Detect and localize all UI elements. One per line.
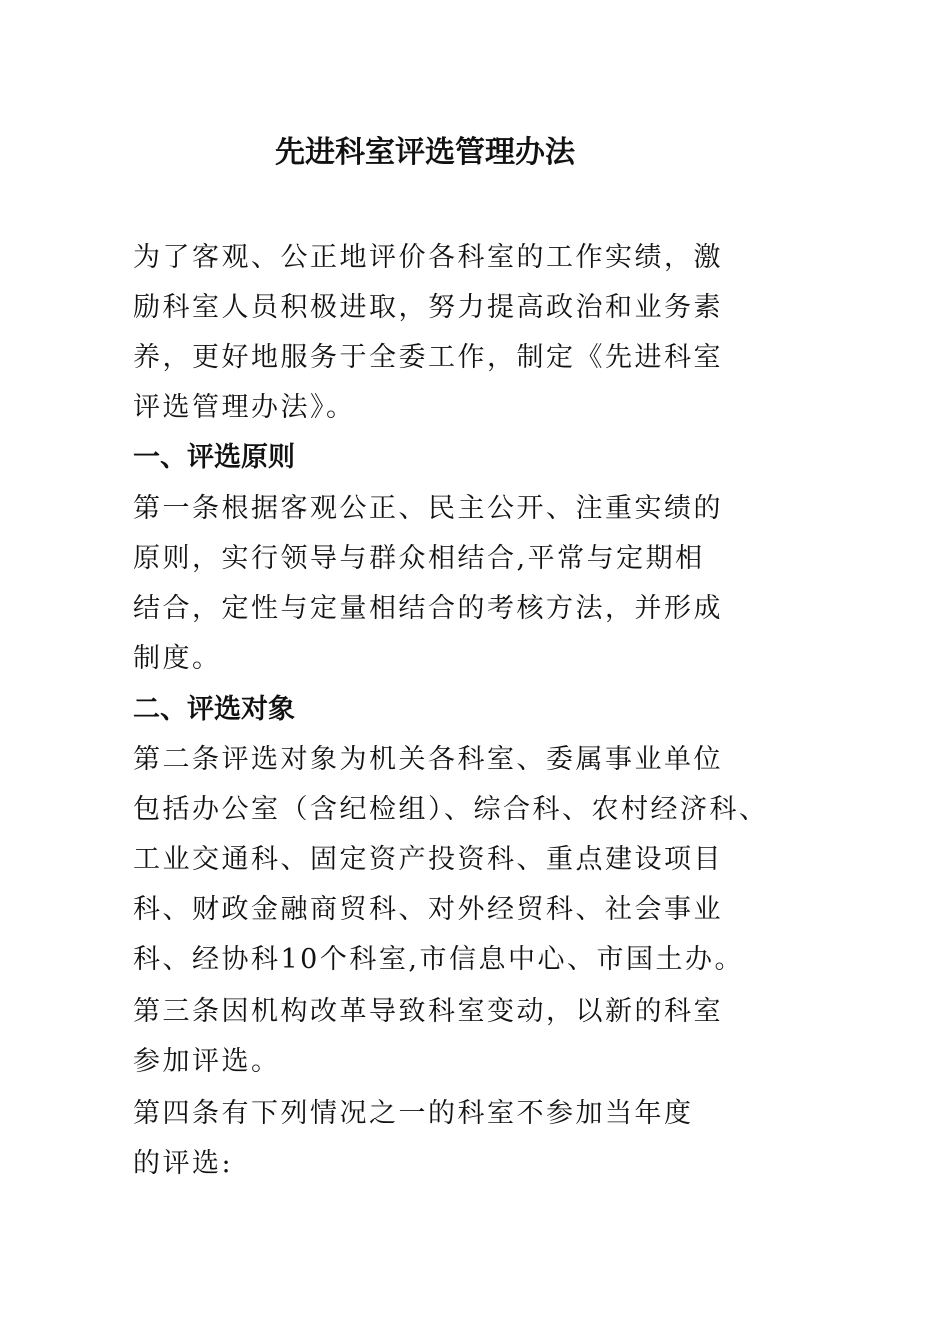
- article-line: 第四条有下列情况之一的科室不参加当年度: [133, 1098, 694, 1129]
- article-1: [133, 484, 733, 684]
- article-line: 原则，实行领导与群众相结合,平常与定期相: [133, 543, 705, 574]
- article-line: 科、经协科10个科室,市信息中心、市国土办。: [133, 944, 744, 975]
- article-line: 的评选:: [133, 1148, 234, 1179]
- article-line: 科、财政金融商贸科、对外经贸科、社会事业: [133, 894, 723, 925]
- article-line: 包括办公室（含纪检组）、综合科、农村经济科、: [133, 794, 769, 825]
- intro-line: 为了客观、公正地评价各科室的工作实绩，激: [133, 242, 723, 273]
- section-heading-principles: 一、评选原则: [133, 442, 295, 473]
- article-4: [133, 1089, 733, 1189]
- intro-paragraph: [133, 233, 733, 433]
- document-title: 先进科室评选管理办法: [275, 135, 575, 170]
- article-line: 参加评选。: [133, 1046, 281, 1077]
- article-line: 工业交通科、固定资产投资科、重点建设项目: [133, 844, 723, 875]
- article-2: [133, 735, 769, 985]
- article-line: 第一条根据客观公正、民主公开、注重实绩的: [133, 493, 723, 524]
- section-heading-targets: 二、评选对象: [133, 694, 295, 725]
- article-line: 结合，定性与定量相结合的考核方法，并形成: [133, 593, 723, 624]
- article-3: [133, 987, 733, 1087]
- article-line: 第三条因机构改革导致科室变动，以新的科室: [133, 996, 723, 1027]
- intro-line: 励科室人员积极进取，努力提高政治和业务素: [133, 292, 723, 323]
- intro-line: 养，更好地服务于全委工作，制定《先进科室: [133, 342, 723, 373]
- intro-line: 评选管理办法》。: [133, 392, 356, 423]
- article-line: 第二条评选对象为机关各科室、委属事业单位: [133, 744, 723, 775]
- article-line: 制度。: [133, 643, 222, 674]
